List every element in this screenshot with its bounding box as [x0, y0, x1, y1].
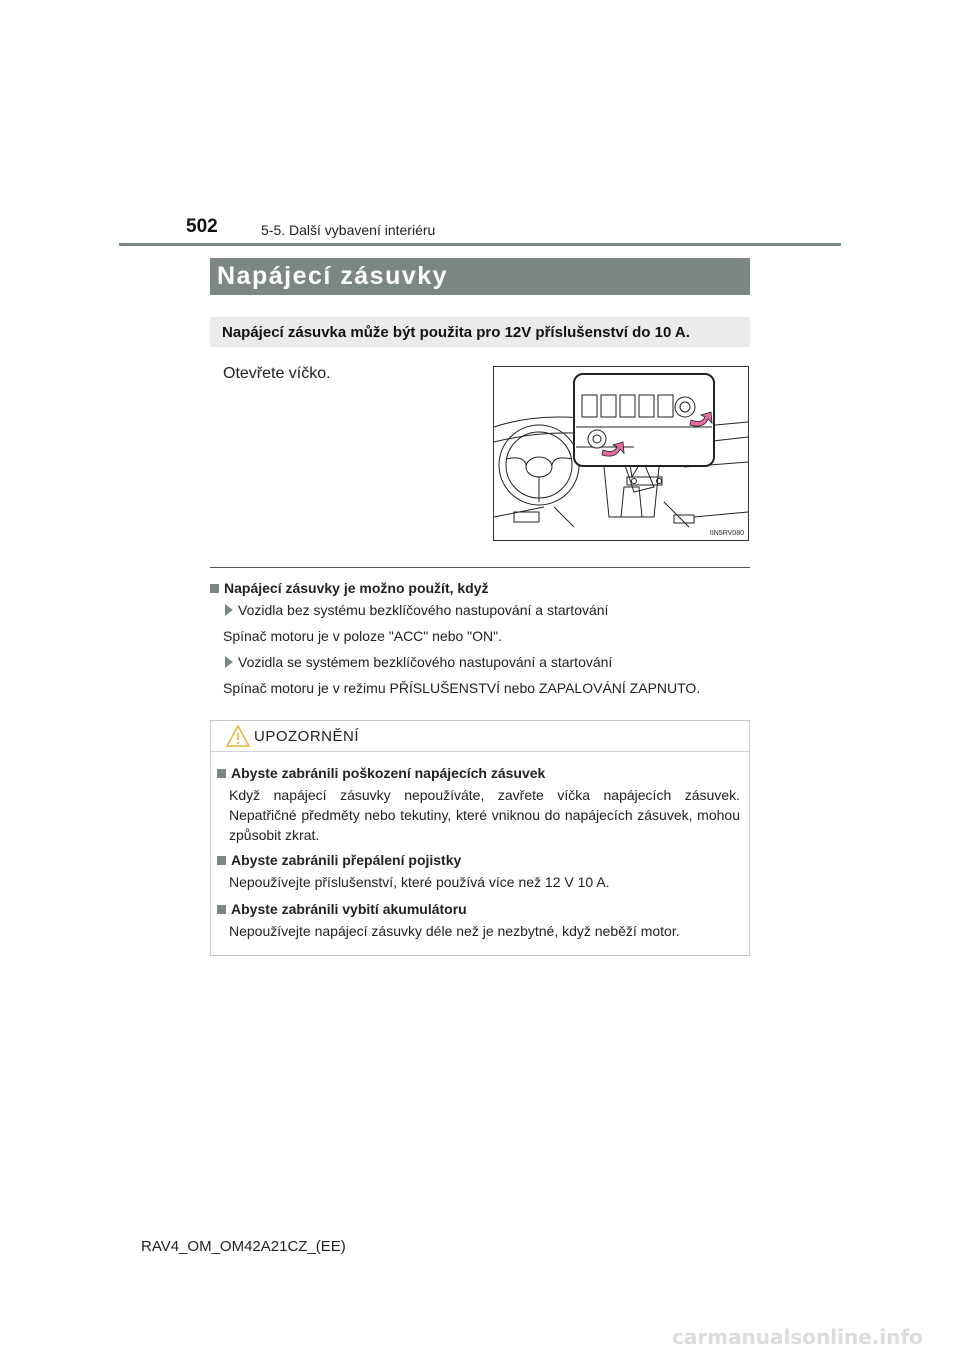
page-number: 502 [186, 216, 218, 237]
section-divider [210, 567, 750, 568]
warning-text-1: Když napájecí zásuvky nepoužíváte, zavřete víčka napájecích zásuvek. Nepatřičné předměty nebo tekutiny, které vniknou do napájecích zásuvek, mohou způsobit zkrat. [229, 787, 740, 843]
warning-header [211, 721, 749, 752]
watermark: carmanualsonline.info [672, 1325, 923, 1349]
square-bullet-icon [210, 584, 219, 593]
figure-code: IIN5RV080 [709, 530, 744, 537]
footer-code: RAV4_OM_OM42A21CZ_(EE) [141, 1238, 346, 1255]
square-bullet-icon [217, 905, 226, 914]
title-bar [210, 258, 750, 295]
triangle-bullet-icon [225, 604, 233, 616]
usage-heading: Napájecí zásuvky je možno použít, když [210, 580, 489, 596]
zoom-callout [574, 374, 714, 466]
section-label: 5-5. Další vybavení interiéru [261, 222, 436, 238]
warning-box [210, 720, 750, 956]
dashboard-drawing [494, 367, 748, 540]
intro-text: Napájecí zásuvka může být použita pro 12V příslušenství do 10 A. [222, 323, 690, 341]
step-text: Otevřete víčko. [223, 365, 331, 382]
warning-text-2: Nepoužívejte příslušenství, které používá více než 12 V 10 A. [229, 874, 610, 890]
warning-heading-2: Abyste zabránili přepálení pojistky [217, 852, 461, 868]
intro-box [210, 317, 750, 347]
dashboard-illustration [493, 366, 749, 541]
usage-text-2: Spínač motoru je v režimu PŘÍSLUŠENSTVÍ nebo ZAPALOVÁNÍ ZAPNUTO. [223, 680, 701, 696]
warning-triangle-icon [226, 725, 250, 747]
warning-text-3: Nepoužívejte napájecí zásuvky déle než je nezbytné, když neběží motor. [229, 923, 680, 939]
usage-condition-2: Vozidla se systémem bezklíčového nastupování a startování [225, 654, 612, 670]
usage-condition-1: Vozidla bez systému bezklíčového nastupování a startování [225, 602, 608, 618]
warning-label: UPOZORNĚNÍ [254, 728, 360, 745]
triangle-bullet-icon [225, 656, 233, 668]
warning-heading-1: Abyste zabránili poškození napájecích zásuvek [217, 765, 545, 781]
usage-text-1: Spínač motoru je v poloze "ACC" nebo "ON". [223, 628, 503, 644]
warning-heading-3: Abyste zabránili vybití akumulátoru [217, 901, 467, 917]
header-rule [119, 243, 841, 246]
square-bullet-icon [217, 769, 226, 778]
page-title: Napájecí zásuvky [217, 262, 449, 290]
square-bullet-icon [217, 856, 226, 865]
